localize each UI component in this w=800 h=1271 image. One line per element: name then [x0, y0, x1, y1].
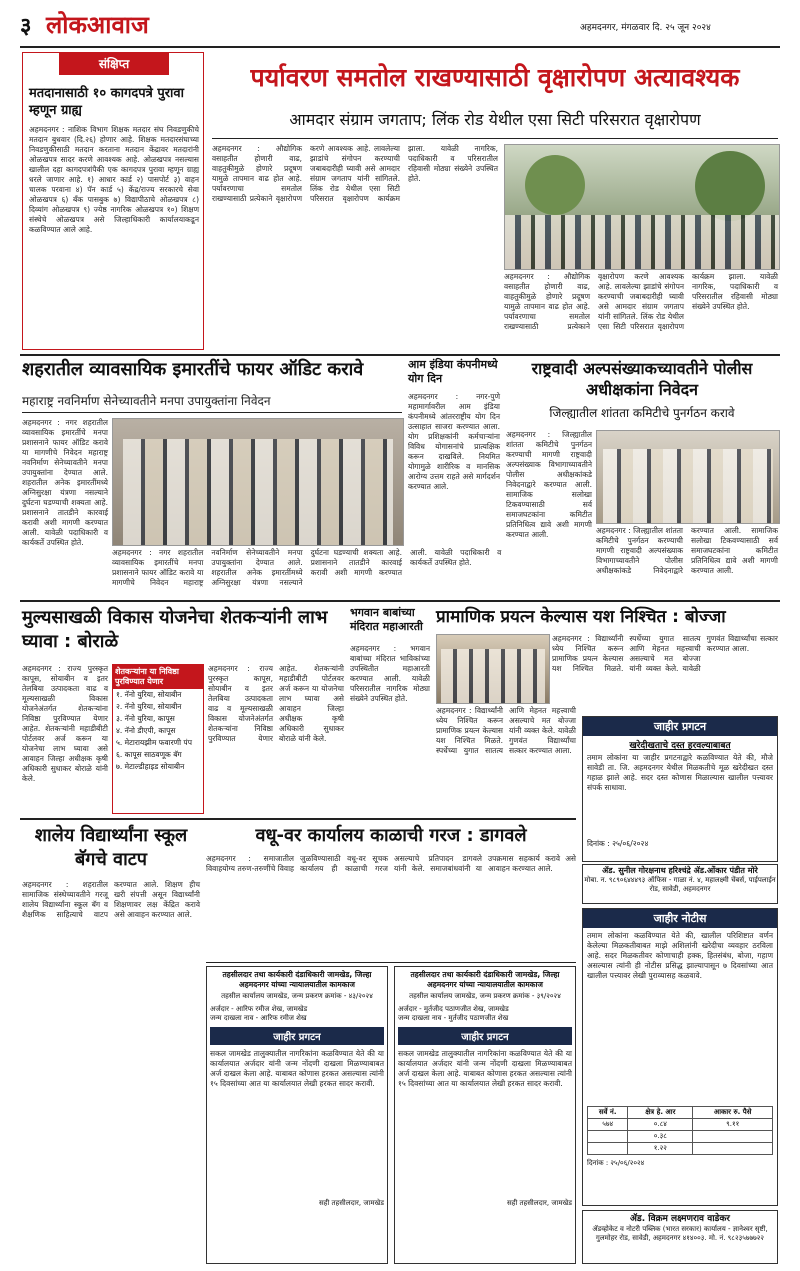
temple-body: अहमदनगर : भगवान बाबांच्या मंदिरात भाविकांच्या उपस्थितीत महाआरती करण्यात आली. यावेळी परिसरातील नागरिक मोठ्या संख्येने उपस्थित होते.: [350, 644, 430, 703]
prakatan-sub: खरेदीखताचे दस्त हरवल्याबाबत: [629, 741, 731, 751]
legal-case: तहसील कार्यालय जामखेड, जन्म प्रकरण क्रमांक - ३९/२०२४: [409, 992, 561, 1000]
legal-notice-1: [206, 966, 388, 1264]
dateline: अहमदनगर, मंगळवार दि. २५ जून २०२४: [580, 23, 711, 33]
aam-body: अहमदनगर : नगर-पुणे महामार्गावरील आम इंडिया कंपनीमध्ये आंतरराष्ट्रीय योग दिन उत्साहात साजरा करण्यात आला. योग प्रशिक्षकांनी कर्मचाऱ्यांना विविध योगासनांचे प्रात्यक्षिक करून दाखविले. नियमित योगामुळे शारीरिक व मानसिक आरोग्य उत्तम राहते असे मार्गदर्शन करण्यात आले.: [408, 392, 500, 491]
notice-box: [582, 908, 778, 1206]
sidebar-tag: संक्षिप्त: [59, 53, 169, 75]
legal-sign: सही तहसीलदार, जामखेड: [319, 1199, 384, 1207]
sidebar-box: [22, 52, 204, 350]
table-row: [588, 1131, 773, 1143]
minority-headline: राष्ट्रवादी अल्पसंख्याकच्यावतीने पोलीस अधीक्षकांना निवेदन: [531, 359, 753, 399]
legal-court: तहसीलदार तथा कार्यकारी दंडाधिकारी जामखेड, जिल्हा अहमदनगर यांच्या न्यायालयातील कामकाज: [222, 970, 372, 989]
fire-photo: [112, 418, 404, 546]
honest-photo: [436, 634, 550, 704]
legal-sign: सही तहसीलदार, जामखेड: [507, 1199, 572, 1207]
farmers-box-item: ३. नॅनो युरिया, कापूस: [116, 714, 175, 723]
people-shape: [123, 439, 393, 545]
farmers-body-2-text: अहमदनगर : राज्य पुरस्कृत कापूस, सोयाबीन व इतर तेलबिया उत्पादकता वाढ व मूल्यसाखळी विकास योजनेअंतर्गत शेतकऱ्यांना निविष्ठा पुरविण्यात येणार आहेत. शेतकऱ्यांनी महाडीबीटी पोर्टलवर अर्ज करून या योजनेचा लाभ घ्यावा असे आवाहन जिल्हा अधीक्षक कृषी अधिकारी सुधाकर बोराळे यांनी केले.: [208, 664, 344, 743]
advocate2-box: [582, 1210, 778, 1264]
farmers-headline: मुल्यसाखळी विकास योजनेचा शेतकऱ्यांनी लाभ घ्यावा : बोराळे: [22, 607, 328, 652]
farmers-box-item: ५. मेटारायझीम फवारणी पंप: [116, 738, 192, 747]
paper-logo: लोकआवाज: [46, 11, 149, 39]
lead-body-2: [504, 272, 778, 350]
legal-title: जाहीर प्रगटन: [210, 1027, 384, 1045]
legal-applicant: अर्जदार - आरिफ रमीज शेख, जामखेड: [210, 1005, 308, 1013]
farmers-body-2: [208, 664, 344, 814]
lead-headline: पर्यावरण समतोल राखण्यासाठी वृक्षारोपण अत्यावश्यक: [250, 63, 740, 92]
legal-notice-2: [394, 966, 576, 1264]
advocate1-detail: मोबा. न. ९८९०६४४४९३ ऑफिस - गाळा नं. ४, महालक्ष्मी चेंबर्स, पाईपलाईन रोड, सावेडी, अहमदनगर: [584, 876, 776, 893]
prakatan-box: [582, 716, 778, 862]
section-rule-1: [20, 354, 780, 356]
minority-body-2-text: अहमदनगर : जिल्ह्यातील शांतता कमिटीचे पुनर्गठन करण्याची मागणी राष्ट्रवादी अल्पसंख्याक विभागाच्यावतीने पोलीस अधीक्षकांकडे निवेदनाद्वारे करण्यात आली. सामाजिक सलोखा टिकवण्यासाठी सर्व समाजघटकांना कमिटीत प्रतिनिधित्व द्यावे अशी मागणी करण्यात आली.: [596, 526, 778, 575]
farmers-box-item: ४. नॅनो डीएपी, कापूस: [116, 726, 176, 735]
table-cell: ०.३८: [628, 1131, 693, 1143]
aam-headline: आम इंडिया कंपनीमध्ये योग दिन: [408, 358, 498, 385]
people-shape-3: [441, 649, 545, 703]
section-rule-4: [206, 962, 576, 963]
section-rule-3: [20, 818, 576, 820]
bags-headline: शालेय विद्यार्थ्यांना स्कूल बॅगचे वाटप: [34, 825, 188, 870]
table-cell: [588, 1143, 628, 1155]
legal-respondent: जन्म दाखला नाव - आरिफ रमीज शेख: [210, 1014, 307, 1022]
notice-date: दिनांक : २५/०६/२०२४: [587, 1159, 645, 1167]
farmers-box: [112, 664, 204, 814]
prakatan-body: तमाम लोकांना या जाहीर प्रगटनाद्वारे कळविण्यात येते की, मौजे सावेडी ता. जि. अहमदनगर येथील मिळकतीचे मूळ खरेदीखत दस्त गहाळ झाले आहे. सदर दस्त कोणास मिळाल्यास खालील पत्त्यावर संपर्क साधावा.: [587, 753, 773, 792]
table-cell: [693, 1131, 773, 1143]
notice-table: [587, 1106, 773, 1155]
lead-subhead-rule: [212, 138, 778, 139]
legal-body: सकल जामखेड तालुक्यातील नागरिकांना कळविण्यात येते की या कार्यालयात अर्जदार यांनी जन्म नोंदणी दाखला मिळण्याबाबत अर्ज दाखल केला आहे. याबाबत कोणास हरकत असल्यास त्यांनी १५ दिवसांच्या आत या कार्यालयात लेखी हरकत सादर करावी.: [210, 1049, 384, 1088]
notice-title: जाहीर नोटीस: [583, 909, 777, 928]
table-cell: ५७४: [588, 1119, 628, 1131]
advocate1-box: [582, 864, 778, 904]
lead-body-2-text: अहमदनगर : औद्योगिक वसाहतीत होणारी वाढ, वाहतुकीमुळे होणारे प्रदूषण यामुळे तापमान वाढ होत आहे. पर्यावरणाचा समतोल राखण्यासाठी प्रत्येकाने वृक्षारोपण करणे आवश्यक आहे. लावलेल्या झाडांचे संगोपन करण्याची जबाबदारीही घ्यावी असे आमदार संग्राम जगताप यांनी सांगितले. लिंक रोड येथील एसा सिटी परिसरात वृक्षारोपण कार्यक्रम झाला. यावेळी नागरिक, पदाधिकारी व परिसरातील रहिवासी मोठ्या संख्येने उपस्थित होते.: [504, 272, 778, 331]
masthead: [20, 6, 780, 46]
lead-body: अहमदनगर : औद्योगिक वसाहतीत होणारी वाढ, वाहतुकीमुळे होणारे प्रदूषण यामुळे तापमान वाढ होत आहे. पर्यावरणाचा समतोल राखण्यासाठी प्रत्येकाने वृक्षारोपण करणे आवश्यक आहे. लावलेल्या झाडांचे संगोपन करण्याची जबाबदारीही घ्यावी असे आमदार संग्राम जगताप यांनी सांगितले. लिंक रोड येथील एसा सिटी परिसरात वृक्षारोपण कार्यक्रम झाला. यावेळी नागरिक, पदाधिकारी व परिसरातील रहिवासी मोठ्या संख्येने उपस्थित होते.: [212, 144, 498, 203]
legal-case: तहसील कार्यालय जामखेड, जन्म प्रकरण क्रमांक - ४३/२०२४: [221, 992, 373, 1000]
notice-body: तमाम लोकांना कळविण्यात येते की, खालील परिशिष्टात वर्णन केलेल्या मिळकतीबाबत माझे अशिलांनी खरेदीचा व्यवहार ठरविला आहे. सदर मिळकतीवर कोणाचाही हक्क, हितसंबंध, बोजा, गहाण असल्यास त्यांनी ही नोटीस प्रसिद्ध झाल्यापासून ७ दिवसांच्या आत खालील पत्त्यावर लेखी पुराव्यासह कळवावे.: [587, 931, 773, 980]
legal-body: सकल जामखेड तालुक्यातील नागरिकांना कळविण्यात येते की या कार्यालयात अर्जदार यांनी जन्म नोंदणी दाखला मिळण्याबाबत अर्ज दाखल केला आहे. याबाबत कोणास हरकत असल्यास त्यांनी १५ दिवसांच्या आत या कार्यालयात लेखी हरकत सादर करावी.: [398, 1049, 572, 1088]
minority-body: अहमदनगर : जिल्ह्यातील शांतता कमिटीचे पुनर्गठन करण्याची मागणी राष्ट्रवादी अल्पसंख्याक विभागाच्यावतीने पोलीस अधीक्षकांकडे निवेदनाद्वारे करण्यात आली. सामाजिक सलोखा टिकवण्यासाठी सर्व समाजघटकांना कमिटीत प्रतिनिधित्व द्यावे अशी मागणी करण्यात आली.: [506, 430, 592, 539]
legal-applicant: अर्जदार - मुर्तजीद पठाणजीत शेख, जामखेड: [398, 1005, 509, 1013]
marriage-body: अहमदनगर : समाजातील विवाहयोग्य तरुण-तरुणींचे विवाह जुळविण्यासाठी वधू-वर सूचक कार्यालय ही काळाची गरज असल्याचे प्रतिपादन डागवले यांनी केले. समाजबांधवांनी या उपक्रमास सहकार्य करावे असे आवाहन करण्यात आले.: [206, 854, 576, 873]
crowd-shape: [505, 215, 779, 269]
minority-photo: [596, 430, 780, 524]
table-row: [588, 1107, 773, 1119]
advocate1-name: ॲड. सुनील गोरक्षनाथ हरिश्चंद्रे ॲड.ओंकार पंडीत मोरे: [602, 866, 758, 875]
farmers-box-item: ६. कापूस साठवणूक बॅग: [116, 750, 182, 759]
legal-respondent: जन्म दाखला नाव - मुर्तजीद पठाणजीत शेख: [398, 1014, 509, 1022]
fire-body-2: [112, 548, 502, 596]
table-header-cell: क्षेत्र हे. आर: [628, 1107, 693, 1119]
table-header-cell: सर्वे नं.: [588, 1107, 628, 1119]
farmers-box-title: शेतकऱ्यांना या निविष्ठा पुरविण्यात येणार: [113, 665, 203, 689]
table-cell: [693, 1143, 773, 1155]
table-cell: [588, 1131, 628, 1143]
section-rule-2: [20, 600, 780, 602]
sidebar-headline: मतदानासाठी १० कागदपत्रे पुरावा म्हणून ग्राह्य: [29, 86, 185, 118]
people-shape-2: [603, 449, 773, 523]
farmers-box-item: ७. मेटाल्डीहाइड सोयाबीन: [116, 762, 185, 771]
table-row: [588, 1119, 773, 1131]
lead-subhead: आमदार संग्राम जगताप; लिंक रोड येथील एसा सिटी परिसरात वृक्षारोपण: [289, 110, 701, 129]
table-row: [588, 1143, 773, 1155]
table-cell: ०.८४: [628, 1119, 693, 1131]
masthead-rule: [20, 46, 780, 48]
bags-body: अहमदनगर : शहरातील सामाजिक संस्थेच्यावतीने गरजू शालेय विद्यार्थ्यांना स्कूल बॅग व शैक्षणिक साहित्याचे वाटप करण्यात आले. शिक्षण हीच खरी संपत्ती असून विद्यार्थ्यांनी शिक्षणावर लक्ष केंद्रित करावे असे आवाहन करण्यात आले.: [22, 880, 200, 919]
minority-subhead: जिल्ह्यातील शांतता कमिटीचे पुनर्गठन करावे: [549, 406, 735, 420]
farmers-body: अहमदनगर : राज्य पुरस्कृत कापूस, सोयाबीन व इतर तेलबिया उत्पादकता वाढ व मूल्यसाखळी विकास योजनेअंतर्गत शेतकऱ्यांना निविष्ठा पुरविण्यात येणार आहेत. शेतकऱ्यांनी महाडीबीटी पोर्टलवर अर्ज करून या योजनेचा लाभ घ्यावा असे आवाहन जिल्हा अधीक्षक कृषी अधिकारी सुधाकर बोराळे यांनी केले.: [22, 664, 108, 783]
fire-headline: शहरातील व्यावसायिक इमारतींचे फायर ऑडिट करावे: [22, 359, 364, 380]
temple-headline: भगवान बाबांच्या मंदिरात महाआरती: [350, 606, 423, 633]
fire-body-2-text: अहमदनगर : नगर शहरातील व्यावसायिक इमारतींचे मनपा प्रशासनाने फायर ऑडिट करावे या मागणीचे निवेदन महाराष्ट्र नवनिर्माण सेनेच्यावतीने मनपा उपायुक्तांना देण्यात आले. शहरातील अनेक इमारतींमध्ये अग्निसुरक्षा यंत्रणा नसल्याने दुर्घटना घडण्याची शक्यता आहे. प्रशासनाने तातडीने कारवाई करावी अशी मागणी करण्यात आली. यावेळी पदाधिकारी व कार्यकर्ते उपस्थित होते.: [112, 548, 502, 587]
advocate2-name: ॲड. विक्रम लक्ष्मणराव वाडेकर: [630, 1214, 730, 1224]
fire-body: अहमदनगर : नगर शहरातील व्यावसायिक इमारतींचे मनपा प्रशासनाने फायर ऑडिट करावे या मागणीचे निवेदन महाराष्ट्र नवनिर्माण सेनेच्यावतीने मनपा उपायुक्तांना देण्यात आले. शहरातील अनेक इमारतींमध्ये अग्निसुरक्षा यंत्रणा नसल्याने दुर्घटना घडण्याची शक्यता आहे. प्रशासनाने तातडीने कारवाई करावी अशी मागणी करण्यात आली. यावेळी पदाधिकारी व कार्यकर्ते उपस्थित होते.: [22, 418, 108, 547]
honest-body: अहमदनगर : विद्यार्थ्यांनी ध्येय निश्चित करून प्रामाणिक प्रयत्न केल्यास यश निश्चित मिळते. स्पर्धेच्या युगात सातत्य आणि मेहनत महत्त्वाची असल्याचे मत बोज्जा यांनी व्यक्त केले. यावेळी गुणवंत विद्यार्थ्यांचा सत्कार करण्यात आला.: [552, 634, 778, 673]
farmers-box-item: २. नॅनो युरिया, सोयाबीन: [116, 702, 182, 711]
prakatan-title: जाहीर प्रगटन: [583, 717, 777, 736]
honest-headline: प्रामाणिक प्रयत्न केल्यास यश निश्चित : बोज्जा: [436, 607, 726, 627]
lead-photo: [504, 144, 780, 270]
minority-body-2: [596, 526, 778, 596]
fire-subhead-rule: [22, 412, 402, 413]
prakatan-date: दिनांक : २५/०६/२०२४: [587, 839, 649, 848]
honest-body-2-text: अहमदनगर : विद्यार्थ्यांनी ध्येय निश्चित करून प्रामाणिक प्रयत्न केल्यास यश निश्चित मिळते. स्पर्धेच्या युगात सातत्य आणि मेहनत महत्त्वाची असल्याचे मत बोज्जा यांनी व्यक्त केले. यावेळी गुणवंत विद्यार्थ्यांचा सत्कार करण्यात आला.: [436, 706, 576, 755]
tree-shape-2: [695, 151, 765, 221]
fire-subhead: महाराष्ट्र नवनिर्माण सेनेच्यावतीने मनपा उपायुक्तांना निवेदन: [22, 394, 271, 408]
table-cell: ९.११: [693, 1119, 773, 1131]
farmers-box-item: १. नॅनो युरिया, सोयाबीन: [116, 690, 182, 699]
advocate2-detail: ॲडव्होकेट व नोटरी पब्लिक (भारत सरकार) कार्यालय - ज्ञानेश्वर सृष्टी, गुलमोहर रोड, सावेडी, अहमदनगर ४१४००३. मो. नं. ९८२३५७७७२२: [592, 1225, 768, 1242]
tree-shape: [525, 155, 585, 215]
honest-body-2: [436, 706, 576, 814]
marriage-headline: वधू-वर कार्यालय काळाची गरज : डागवले: [255, 825, 527, 846]
legal-court: तहसीलदार तथा कार्यकारी दंडाधिकारी जामखेड, जिल्हा अहमदनगर यांच्या न्यायालयातील कामकाज: [410, 970, 560, 989]
sidebar-body: अहमदनगर : नाशिक विभाग शिक्षक मतदार संघ निवडणुकीचे मतदान बुधवार (दि.२६) होणार आहे. शिक्षक मतदारसंघाच्या निवडणुकीसाठी मतदान करताना मतदान केंद्रावर मतदारांनी ओळखपत्र सादर करणे आवश्यक आहे. ओळखपत्र नसल्यास खालील दहा कागदपत्रांपैकी एक कागदपत्र पुरावा म्हणून ग्राह्य धरले जाणार आहे. १) आधार कार्ड २) पासपोर्ट ३) वाहन चालक परवाना ४) पॅन कार्ड ५) केंद्र/राज्य सरकारचे सेवा ओळखपत्र ६) बँक पासबुक ७) विद्यापीठाचे ओळखपत्र ८) दिव्यांग ओळखपत्र ९) ज्येष्ठ नागरिक ओळखपत्र १०) शिक्षण संस्थेचे ओळखपत्र असे जिल्हाधिकारी कार्यालयाकडून कळविण्यात आले आहे.: [29, 125, 199, 234]
table-cell: १.२२: [628, 1143, 693, 1155]
table-header-cell: आकार रु. पैसे: [693, 1107, 773, 1119]
legal-title: जाहीर प्रगटन: [398, 1027, 572, 1045]
page-number: ३: [20, 14, 32, 39]
